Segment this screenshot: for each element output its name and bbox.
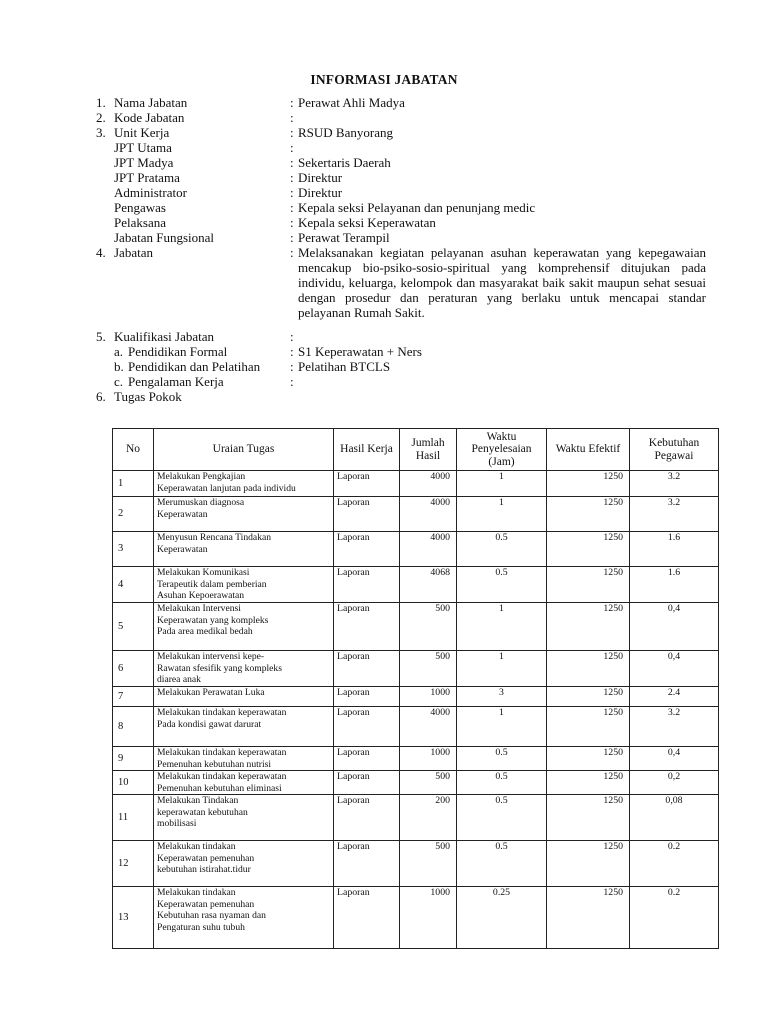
cell-hasil-kerja: Laporan [334, 747, 400, 771]
cell-jumlah-hasil: 500 [400, 841, 457, 887]
cell-kebutuhan-pegawai: 0,4 [630, 747, 719, 771]
field-colon: : [290, 95, 294, 110]
cell-hasil-kerja: Laporan [334, 887, 400, 949]
field-label: Jabatan [114, 245, 153, 260]
table-row [113, 795, 719, 841]
cell-uraian-tugas: Melakukan Komunikasi Terapeutik dalam pemberian Asuhan Kepoerawatan [154, 567, 334, 603]
cell-waktu-efektif: 1250 [547, 603, 630, 651]
field-label: Pendidikan dan Pelatihan [128, 359, 261, 374]
field-label: JPT Madya [114, 155, 174, 170]
field-colon: : [290, 200, 294, 215]
cell-kebutuhan-pegawai: 0.2 [630, 887, 719, 949]
field-jabatan-fungsional [96, 230, 706, 245]
table-row [113, 687, 719, 707]
field-colon: : [290, 125, 294, 140]
cell-hasil-kerja: Laporan [334, 771, 400, 795]
cell-waktu-efektif: 1250 [547, 471, 630, 497]
field-sub-letter: c. [114, 374, 124, 389]
cell-waktu-efektif: 1250 [547, 707, 630, 747]
cell-waktu-penyelesaian: 0.5 [457, 747, 547, 771]
cell-hasil-kerja: Laporan [334, 651, 400, 687]
cell-kebutuhan-pegawai: 0,4 [630, 603, 719, 651]
cell-jumlah-hasil: 4000 [400, 532, 457, 567]
table-header-row [113, 429, 719, 471]
cell-no: 2 [113, 497, 154, 532]
table-row [113, 841, 719, 887]
field-kode-jabatan [96, 110, 706, 125]
field-label: JPT Pratama [114, 170, 180, 185]
cell-hasil-kerja: Laporan [334, 532, 400, 567]
cell-kebutuhan-pegawai: 0,4 [630, 651, 719, 687]
field-jpt-madya [96, 155, 706, 170]
cell-no: 9 [113, 747, 154, 771]
cell-waktu-penyelesaian: 0.5 [457, 532, 547, 567]
table-row [113, 651, 719, 687]
cell-waktu-penyelesaian: 1 [457, 603, 547, 651]
cell-kebutuhan-pegawai: 1.6 [630, 532, 719, 567]
field-value: Kepala seksi Keperawatan [298, 215, 436, 230]
cell-jumlah-hasil: 4000 [400, 497, 457, 532]
field-number: 5. [96, 329, 106, 344]
field-colon: : [290, 215, 294, 230]
table-row [113, 707, 719, 747]
cell-uraian-tugas: Melakukan Intervensi Keperawatan yang kompleks Pada area medikal bedah [154, 603, 334, 651]
field-number: 2. [96, 110, 106, 125]
field-label: Pengalaman Kerja [128, 374, 224, 389]
field-label: Pendidikan Formal [128, 344, 228, 359]
cell-hasil-kerja: Laporan [334, 841, 400, 887]
cell-uraian-tugas: Melakukan tindakan keperawatan Pemenuhan kebutuhan nutrisi [154, 747, 334, 771]
cell-waktu-efektif: 1250 [547, 771, 630, 795]
field-label: Tugas Pokok [114, 389, 182, 404]
cell-no: 4 [113, 567, 154, 603]
cell-jumlah-hasil: 1000 [400, 747, 457, 771]
field-label: Administrator [114, 185, 187, 200]
cell-waktu-efektif: 1250 [547, 841, 630, 887]
cell-jumlah-hasil: 1000 [400, 887, 457, 949]
cell-hasil-kerja: Laporan [334, 603, 400, 651]
field-nama-jabatan [96, 95, 706, 110]
cell-uraian-tugas: Melakukan tindakan keperawatan Pada kondisi gawat darurat [154, 707, 334, 747]
field-value: Sekertaris Daerah [298, 155, 391, 170]
field-jpt-utama [96, 140, 706, 155]
cell-waktu-penyelesaian: 0.5 [457, 841, 547, 887]
cell-waktu-efektif: 1250 [547, 532, 630, 567]
cell-waktu-penyelesaian: 0.25 [457, 887, 547, 949]
field-tugas-pokok [96, 389, 706, 404]
field-label: Unit Kerja [114, 125, 170, 140]
cell-jumlah-hasil: 4000 [400, 471, 457, 497]
cell-uraian-tugas: Merumuskan diagnosa Keperawatan [154, 497, 334, 532]
field-jabatan [96, 245, 706, 320]
header-jumlah-hasil: Jumlah Hasil [400, 429, 457, 471]
header-waktu-penyelesaian: Waktu Penyelesaian (Jam) [457, 429, 547, 471]
field-pelaksana [96, 215, 706, 230]
field-value: Perawat Terampil [298, 230, 390, 245]
field-colon: : [290, 185, 294, 200]
cell-uraian-tugas: Melakukan intervensi kepe- Rawatan sfesifik yang kompleks diarea anak [154, 651, 334, 687]
table-row [113, 747, 719, 771]
cell-no: 7 [113, 687, 154, 707]
cell-no: 11 [113, 795, 154, 841]
cell-uraian-tugas: Melakukan Perawatan Luka [154, 687, 334, 707]
header-hasil-kerja: Hasil Kerja [334, 429, 400, 471]
cell-jumlah-hasil: 4068 [400, 567, 457, 603]
cell-waktu-penyelesaian: 0.5 [457, 795, 547, 841]
cell-waktu-efektif: 1250 [547, 651, 630, 687]
cell-jumlah-hasil: 1000 [400, 687, 457, 707]
cell-waktu-efektif: 1250 [547, 795, 630, 841]
cell-jumlah-hasil: 4000 [400, 707, 457, 747]
table-row [113, 471, 719, 497]
field-pelatihan [96, 359, 706, 374]
document-title: INFORMASI JABATAN [310, 72, 458, 87]
field-kualifikasi [96, 329, 706, 344]
cell-jumlah-hasil: 500 [400, 651, 457, 687]
field-colon: : [290, 110, 294, 125]
table-row [113, 497, 719, 532]
field-colon: : [290, 374, 294, 389]
cell-uraian-tugas: Menyusun Rencana Tindakan Keperawatan [154, 532, 334, 567]
field-label: Pelaksana [114, 215, 166, 230]
field-colon: : [290, 155, 294, 170]
table-row [113, 887, 719, 949]
field-number: 4. [96, 245, 106, 260]
cell-hasil-kerja: Laporan [334, 707, 400, 747]
cell-waktu-efektif: 1250 [547, 687, 630, 707]
cell-no: 12 [113, 841, 154, 887]
cell-jumlah-hasil: 500 [400, 603, 457, 651]
field-value: Melaksanakan kegiatan pelayanan asuhan keperawatan yang kepegawaian mencakup bio-psiko-sosio-spiritual yang komprehensif ditujukan pada individu, keluarga, kelompok dan masyarakat baik sakit maupun sehat sesuai dengan prosedur dan peraturan yang berlaku untuk mencapai standar pelayanan Rumah Sakit. [298, 245, 706, 320]
cell-kebutuhan-pegawai: 2.4 [630, 687, 719, 707]
field-colon: : [290, 329, 294, 344]
field-jpt-pratama [96, 170, 706, 185]
cell-hasil-kerja: Laporan [334, 567, 400, 603]
job-info-section [96, 95, 706, 404]
cell-jumlah-hasil: 500 [400, 771, 457, 795]
cell-kebutuhan-pegawai: 1.6 [630, 567, 719, 603]
field-value: Perawat Ahli Madya [298, 95, 405, 110]
cell-waktu-penyelesaian: 0.5 [457, 567, 547, 603]
field-sub-letter: b. [114, 359, 124, 374]
cell-hasil-kerja: Laporan [334, 471, 400, 497]
field-colon: : [290, 140, 294, 155]
field-unit-kerja [96, 125, 706, 140]
field-label: Pengawas [114, 200, 166, 215]
field-number: 3. [96, 125, 106, 140]
cell-uraian-tugas: Melakukan tindakan keperawatan Pemenuhan kebutuhan eliminasi [154, 771, 334, 795]
cell-no: 13 [113, 887, 154, 949]
header-kebutuhan-pegawai: Kebutuhan Pegawai [630, 429, 719, 471]
cell-uraian-tugas: Melakukan Tindakan keperawatan kebutuhan mobilisasi [154, 795, 334, 841]
field-pendidikan-formal [96, 344, 706, 359]
field-value: RSUD Banyorang [298, 125, 393, 140]
field-number: 6. [96, 389, 106, 404]
header-uraian-tugas: Uraian Tugas [154, 429, 334, 471]
table-row [113, 567, 719, 603]
table-row [113, 603, 719, 651]
cell-no: 5 [113, 603, 154, 651]
cell-jumlah-hasil: 200 [400, 795, 457, 841]
field-colon: : [290, 344, 294, 359]
field-sub-letter: a. [114, 344, 124, 359]
table-row [113, 771, 719, 795]
cell-kebutuhan-pegawai: 3.2 [630, 471, 719, 497]
cell-kebutuhan-pegawai: 3.2 [630, 707, 719, 747]
cell-waktu-penyelesaian: 1 [457, 471, 547, 497]
field-administrator [96, 185, 706, 200]
cell-kebutuhan-pegawai: 0,2 [630, 771, 719, 795]
cell-uraian-tugas: Melakukan tindakan Keperawatan pemenuhan Kebutuhan rasa nyaman dan Pengaturan suhu tubuh [154, 887, 334, 949]
cell-no: 1 [113, 471, 154, 497]
cell-kebutuhan-pegawai: 0.2 [630, 841, 719, 887]
cell-waktu-penyelesaian: 1 [457, 497, 547, 532]
cell-hasil-kerja: Laporan [334, 497, 400, 532]
field-pengawas [96, 200, 706, 215]
field-label: Jabatan Fungsional [114, 230, 215, 245]
field-value: Pelatihan BTCLS [298, 359, 391, 374]
cell-waktu-penyelesaian: 3 [457, 687, 547, 707]
cell-waktu-penyelesaian: 0.5 [457, 771, 547, 795]
cell-uraian-tugas: Melakukan tindakan Keperawatan pemenuhan kebutuhan istirahat.tidur [154, 841, 334, 887]
field-label: Nama Jabatan [114, 95, 188, 110]
table-row [113, 532, 719, 567]
field-number: 1. [96, 95, 106, 110]
field-value: Kepala seksi Pelayanan dan penunjang medic [298, 200, 536, 215]
cell-waktu-penyelesaian: 1 [457, 707, 547, 747]
task-table [112, 428, 719, 949]
cell-no: 3 [113, 532, 154, 567]
field-colon: : [290, 170, 294, 185]
field-value: Direktur [298, 170, 343, 185]
cell-waktu-efektif: 1250 [547, 567, 630, 603]
cell-waktu-efektif: 1250 [547, 497, 630, 532]
cell-no: 10 [113, 771, 154, 795]
cell-no: 8 [113, 707, 154, 747]
field-value: S1 Keperawatan + Ners [298, 344, 422, 359]
cell-no: 6 [113, 651, 154, 687]
field-value: Direktur [298, 185, 343, 200]
cell-waktu-penyelesaian: 1 [457, 651, 547, 687]
cell-uraian-tugas: Melakukan Pengkajian Keperawatan lanjutan pada individu [154, 471, 334, 497]
cell-kebutuhan-pegawai: 0,08 [630, 795, 719, 841]
cell-kebutuhan-pegawai: 3.2 [630, 497, 719, 532]
field-colon: : [290, 359, 294, 374]
cell-waktu-efektif: 1250 [547, 887, 630, 949]
field-label: Kualifikasi Jabatan [114, 329, 214, 344]
cell-waktu-efektif: 1250 [547, 747, 630, 771]
field-pengalaman [96, 374, 706, 389]
cell-hasil-kerja: Laporan [334, 795, 400, 841]
header-waktu-efektif: Waktu Efektif [547, 429, 630, 471]
header-no: No [113, 429, 154, 471]
field-label: Kode Jabatan [114, 110, 185, 125]
field-colon: : [290, 230, 294, 245]
field-colon: : [290, 245, 294, 260]
field-label: JPT Utama [114, 140, 172, 155]
cell-hasil-kerja: Laporan [334, 687, 400, 707]
